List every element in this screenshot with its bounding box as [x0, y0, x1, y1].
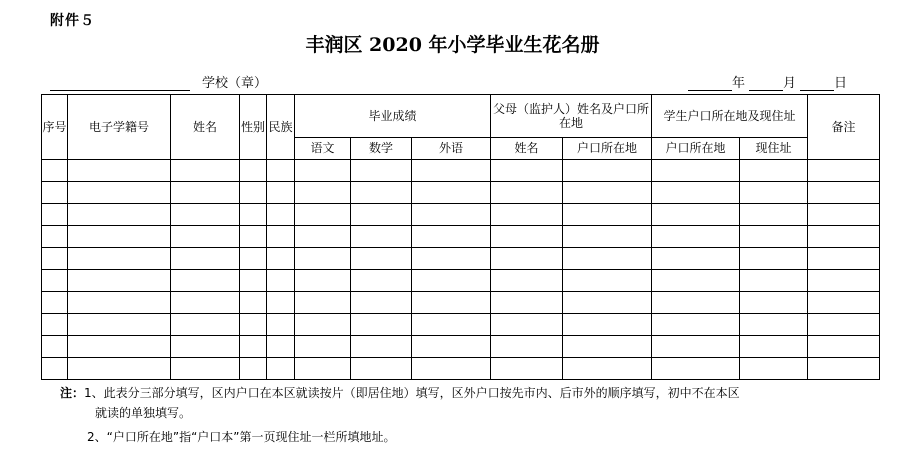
table-cell[interactable]	[171, 160, 240, 182]
table-cell[interactable]	[171, 248, 240, 270]
table-cell[interactable]	[171, 358, 240, 380]
table-cell[interactable]	[740, 314, 808, 336]
table-cell[interactable]	[240, 226, 267, 248]
table-cell[interactable]	[351, 270, 412, 292]
table-cell[interactable]	[563, 336, 652, 358]
table-cell[interactable]	[563, 358, 652, 380]
col-gender-header: 性别	[240, 95, 267, 160]
note-1	[60, 384, 740, 401]
table-row	[42, 226, 880, 248]
table-cell[interactable]	[351, 314, 412, 336]
table-cell[interactable]	[740, 204, 808, 226]
table-row	[42, 182, 880, 204]
table-cell[interactable]	[412, 358, 491, 380]
table-cell[interactable]	[267, 314, 295, 336]
table-cell[interactable]	[267, 226, 295, 248]
table-cell[interactable]	[740, 226, 808, 248]
table-cell[interactable]	[295, 336, 351, 358]
table-cell[interactable]	[652, 248, 740, 270]
table-cell[interactable]	[491, 248, 563, 270]
table-cell[interactable]	[68, 292, 171, 314]
col-seq-header: 序号	[42, 95, 68, 160]
table-cell[interactable]	[68, 270, 171, 292]
table-cell[interactable]	[240, 314, 267, 336]
table-cell[interactable]	[491, 292, 563, 314]
table-cell[interactable]	[808, 226, 880, 248]
table-row	[42, 160, 880, 182]
table-cell[interactable]	[267, 204, 295, 226]
table-cell[interactable]	[412, 314, 491, 336]
attachment-label: 附件５	[50, 13, 95, 29]
table-cell[interactable]	[652, 314, 740, 336]
table-cell[interactable]	[351, 160, 412, 182]
table-cell[interactable]	[295, 182, 351, 204]
sub-math-header: 数学	[351, 138, 412, 160]
group-parents-header: 父母（监护人）姓名及户口所在地	[491, 95, 652, 138]
table-cell[interactable]	[351, 204, 412, 226]
table-cell[interactable]	[491, 358, 563, 380]
table-cell[interactable]	[42, 292, 68, 314]
table-cell[interactable]	[240, 336, 267, 358]
table-cell[interactable]	[491, 204, 563, 226]
table-cell[interactable]	[808, 270, 880, 292]
table-cell[interactable]	[295, 160, 351, 182]
school-name-blank[interactable]	[50, 74, 190, 91]
table-cell[interactable]	[68, 336, 171, 358]
roster-table	[41, 94, 880, 380]
table-cell[interactable]	[491, 182, 563, 204]
table-row	[42, 204, 880, 226]
day-blank[interactable]	[800, 74, 834, 91]
col-name-header: 姓名	[171, 95, 240, 160]
col-ethnicity-header: 民族	[267, 95, 295, 160]
table-cell[interactable]	[351, 182, 412, 204]
table-cell[interactable]	[412, 336, 491, 358]
table-cell[interactable]	[412, 226, 491, 248]
table-cell[interactable]	[68, 248, 171, 270]
table-cell[interactable]	[740, 336, 808, 358]
date-line	[688, 72, 847, 91]
table-cell[interactable]	[267, 292, 295, 314]
table-cell[interactable]	[42, 270, 68, 292]
table-cell[interactable]	[68, 182, 171, 204]
table-cell[interactable]	[808, 182, 880, 204]
table-cell[interactable]	[652, 160, 740, 182]
table-cell[interactable]	[652, 270, 740, 292]
table-cell[interactable]	[351, 248, 412, 270]
col-student-id-header: 电子学籍号	[68, 95, 171, 160]
table-cell[interactable]	[171, 204, 240, 226]
table-cell[interactable]	[491, 226, 563, 248]
table-cell[interactable]	[740, 182, 808, 204]
table-cell[interactable]	[351, 292, 412, 314]
table-cell[interactable]	[563, 292, 652, 314]
table-cell[interactable]	[740, 160, 808, 182]
table-cell[interactable]	[267, 336, 295, 358]
table-cell[interactable]	[240, 270, 267, 292]
table-cell[interactable]	[808, 160, 880, 182]
school-label: 学校（章）	[202, 76, 268, 91]
note-1-continued: 就读的单独填写。	[95, 406, 192, 420]
note-2: 2、“户口所在地”指“户口本”第一页现住址一栏所填地址。	[87, 430, 396, 444]
header-row-1	[42, 95, 880, 138]
table-cell[interactable]	[740, 292, 808, 314]
table-cell[interactable]	[491, 336, 563, 358]
table-cell[interactable]	[171, 226, 240, 248]
sub-chinese-header: 语文	[295, 138, 351, 160]
table-cell[interactable]	[171, 270, 240, 292]
table-cell[interactable]	[652, 182, 740, 204]
table-cell[interactable]	[652, 292, 740, 314]
table-cell[interactable]	[240, 160, 267, 182]
table-cell[interactable]	[68, 358, 171, 380]
table-cell[interactable]	[42, 204, 68, 226]
table-cell[interactable]	[412, 160, 491, 182]
col-remarks-header: 备注	[808, 95, 880, 160]
table-cell[interactable]	[740, 270, 808, 292]
table-cell[interactable]	[240, 204, 267, 226]
table-cell[interactable]	[295, 314, 351, 336]
group-residence-header: 学生户口所在地及现住址	[652, 95, 808, 138]
table-cell[interactable]	[652, 204, 740, 226]
table-cell[interactable]	[808, 248, 880, 270]
table-cell[interactable]	[740, 358, 808, 380]
table-cell[interactable]	[68, 204, 171, 226]
table-row	[42, 292, 880, 314]
note-1-line-1: 1、此表分三部分填写，区内户口在本区就读按片（即居住地）填写，区外户口按先市内、后市外的顺序填写，初中不在本区	[84, 386, 740, 400]
table-cell[interactable]	[652, 358, 740, 380]
table-cell[interactable]	[412, 204, 491, 226]
table-cell[interactable]	[808, 314, 880, 336]
table-cell[interactable]	[295, 358, 351, 380]
table-cell[interactable]	[808, 204, 880, 226]
table-cell[interactable]	[68, 314, 171, 336]
table-cell[interactable]	[563, 314, 652, 336]
table-cell[interactable]	[267, 248, 295, 270]
table-cell[interactable]	[412, 182, 491, 204]
table-cell[interactable]	[563, 160, 652, 182]
table-cell[interactable]	[295, 270, 351, 292]
table-row	[42, 358, 880, 380]
sub-english-header: 外语	[412, 138, 491, 160]
table-cell[interactable]	[412, 270, 491, 292]
table-cell[interactable]	[563, 226, 652, 248]
sub-student-hukou-header: 户口所在地	[652, 138, 740, 160]
table-cell[interactable]	[351, 226, 412, 248]
table-cell[interactable]	[42, 248, 68, 270]
table-cell[interactable]	[295, 204, 351, 226]
school-line	[50, 72, 267, 91]
table-cell[interactable]	[171, 336, 240, 358]
table-cell[interactable]	[491, 160, 563, 182]
sub-current-address-header: 现住址	[740, 138, 808, 160]
table-cell[interactable]	[42, 314, 68, 336]
table-row	[42, 248, 880, 270]
sub-parent-name-header: 姓名	[491, 138, 563, 160]
table-cell[interactable]	[240, 248, 267, 270]
table-cell[interactable]	[240, 358, 267, 380]
table-cell[interactable]	[240, 182, 267, 204]
table-cell[interactable]	[412, 292, 491, 314]
month-label: 月	[783, 76, 797, 91]
sub-parent-hukou-header: 户口所在地	[563, 138, 652, 160]
table-row	[42, 336, 880, 358]
year-blank[interactable]	[688, 74, 732, 91]
day-label: 日	[834, 76, 848, 91]
table-cell[interactable]	[295, 292, 351, 314]
table-cell[interactable]	[563, 248, 652, 270]
table-cell[interactable]	[295, 248, 351, 270]
table-cell[interactable]	[808, 336, 880, 358]
table-cell[interactable]	[808, 292, 880, 314]
table-cell[interactable]	[267, 358, 295, 380]
table-cell[interactable]	[563, 270, 652, 292]
table-cell[interactable]	[491, 314, 563, 336]
table-cell[interactable]	[68, 226, 171, 248]
table-cell[interactable]	[42, 160, 68, 182]
table-cell[interactable]	[267, 270, 295, 292]
table-cell[interactable]	[652, 336, 740, 358]
table-cell[interactable]	[42, 336, 68, 358]
table-cell[interactable]	[412, 248, 491, 270]
roster-body	[42, 160, 880, 380]
page-title: 丰润区 2020 年小学毕业生花名册	[305, 34, 600, 56]
note-prefix: 注：	[60, 386, 85, 400]
table-cell[interactable]	[42, 182, 68, 204]
table-cell[interactable]	[267, 160, 295, 182]
table-cell[interactable]	[563, 182, 652, 204]
table-cell[interactable]	[171, 314, 240, 336]
table-cell[interactable]	[42, 358, 68, 380]
group-grades-header: 毕业成绩	[295, 95, 491, 138]
table-row	[42, 314, 880, 336]
table-cell[interactable]	[68, 160, 171, 182]
table-cell[interactable]	[652, 226, 740, 248]
table-cell[interactable]	[491, 270, 563, 292]
table-row	[42, 270, 880, 292]
table-cell[interactable]	[740, 248, 808, 270]
table-cell[interactable]	[808, 358, 880, 380]
table-cell[interactable]	[351, 358, 412, 380]
month-blank[interactable]	[749, 74, 783, 91]
table-cell[interactable]	[267, 182, 295, 204]
table-cell[interactable]	[171, 292, 240, 314]
table-cell[interactable]	[563, 204, 652, 226]
table-cell[interactable]	[171, 182, 240, 204]
table-cell[interactable]	[240, 292, 267, 314]
table-cell[interactable]	[295, 226, 351, 248]
table-cell[interactable]	[42, 226, 68, 248]
year-label: 年	[732, 76, 746, 91]
table-cell[interactable]	[351, 336, 412, 358]
